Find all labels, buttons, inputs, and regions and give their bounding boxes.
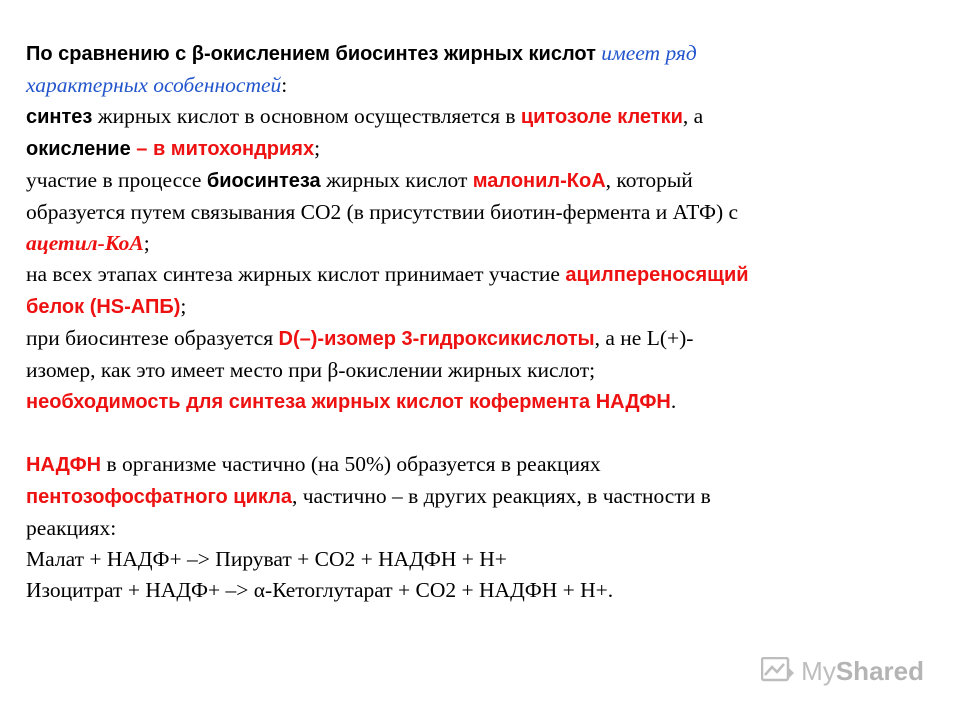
logo-icon bbox=[761, 657, 795, 687]
p3-line-1: на всех этапах синтеза жирных кислот принимает участие ацилпереносящий bbox=[26, 262, 749, 286]
slide-text bbox=[26, 38, 938, 606]
p2-line-2: образуется путем связывания СО2 (в присутствии биотин-фермента и АТФ) с bbox=[26, 200, 739, 224]
p1-line-1: синтез жирных кислот в основном осуществляется в цитозоле клетки, а bbox=[26, 104, 704, 128]
intro-line-1: По сравнению с β-окислением биосинтез жирных кислот имеет ряд bbox=[26, 41, 697, 65]
reaction-isocitrate: Изоцитрат + НАДФ+ –> α-Кетоглутарат + СО2 + НАДФН + Н+. bbox=[26, 578, 614, 602]
p3-line-2: белок (HS-АПБ); bbox=[26, 294, 187, 318]
p5-line-2: пентозофосфатного цикла, частично – в других реакциях, в частности в bbox=[26, 484, 711, 508]
paragraph-gap bbox=[26, 418, 938, 449]
p2-line-1: участие в процессе биосинтеза жирных кислот малонил-КоА, который bbox=[26, 168, 693, 192]
myshared-logo bbox=[761, 656, 924, 687]
p5-line-3: реакциях: bbox=[26, 516, 117, 540]
p4-line-3: необходимость для синтеза жирных кислот кофермента НАДФН. bbox=[26, 389, 677, 413]
logo-text: MyShared bbox=[801, 656, 924, 686]
p2-line-3: ацетил-КоА; bbox=[26, 231, 150, 255]
p4-line-2: изомер, как это имеет место при β-окислении жирных кислот; bbox=[26, 358, 596, 382]
p1-line-2: окисление – в митохондриях; bbox=[26, 136, 321, 160]
p5-line-1: НАДФН в организме частично (на 50%) образуется в реакциях bbox=[26, 452, 601, 476]
reaction-malate: Малат + НАДФ+ –> Пируват + СО2 + НАДФН + Н+ bbox=[26, 547, 507, 571]
p4-line-1: при биосинтезе образуется D(–)-изомер 3-гидроксикислоты, а не L(+)- bbox=[26, 326, 694, 350]
intro-line-2: характерных особенностей: bbox=[26, 73, 288, 97]
